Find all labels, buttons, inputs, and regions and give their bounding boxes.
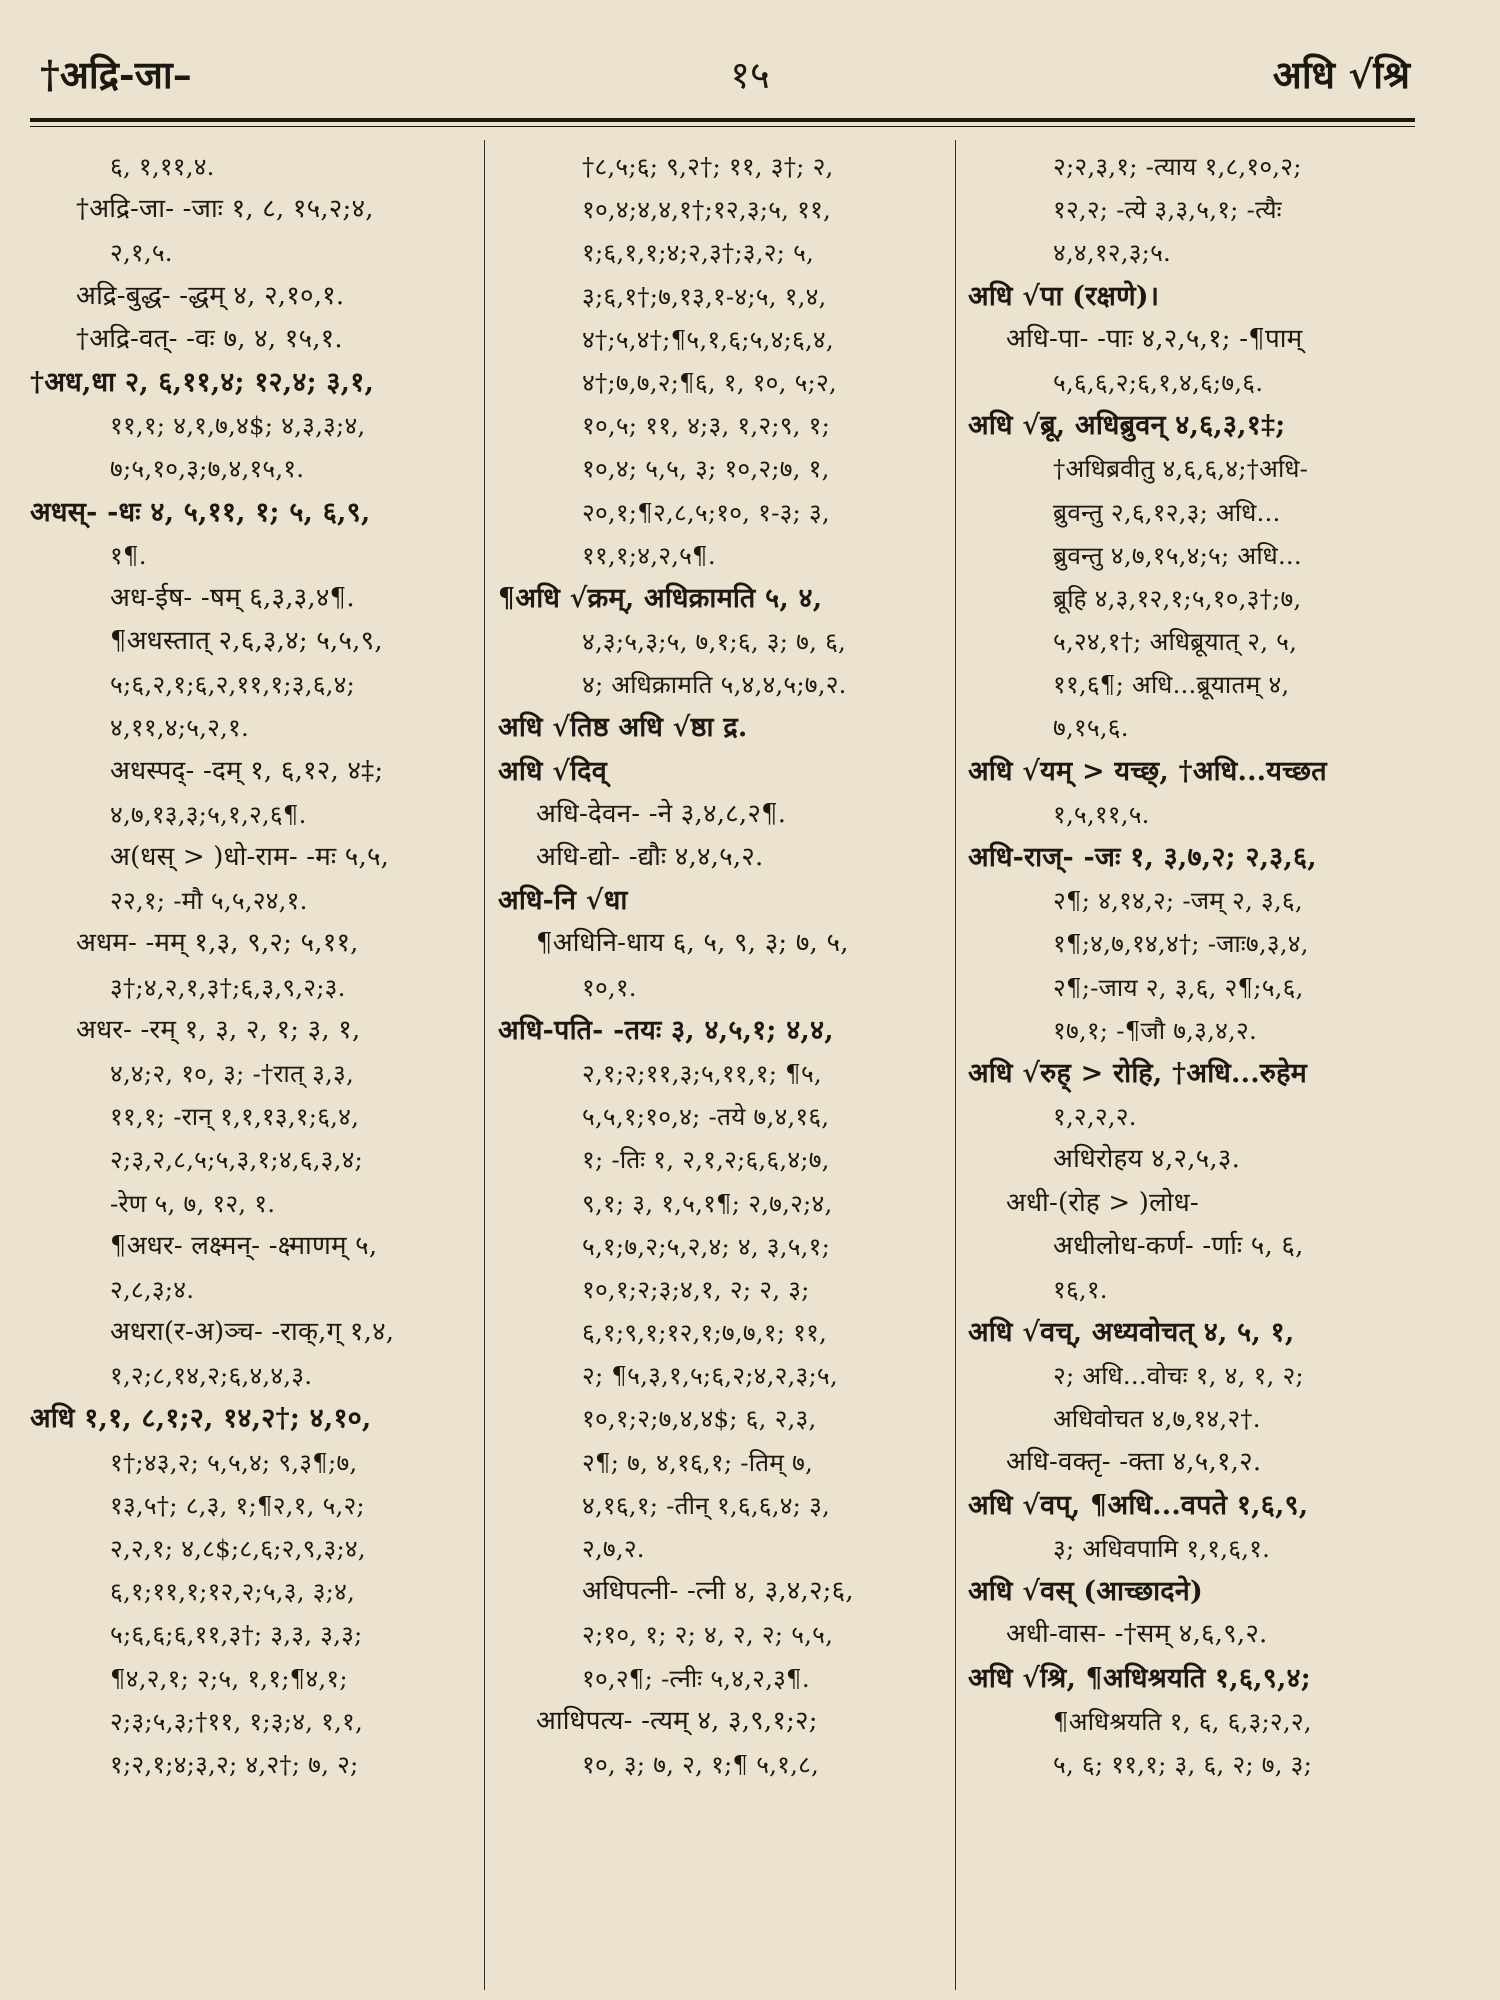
- header-right-guide-word: अधि √श्रि: [1272, 52, 1410, 97]
- citation-line: ¶४,२,१; २;५, १,१;¶४,१;: [110, 1663, 348, 1693]
- subentry-line: अधिपत्नी- -त्नी ४, ३,४,२;६,: [582, 1576, 854, 1607]
- citation-line: ४,४,१२,३;५.: [1053, 238, 1172, 268]
- citation-line: ३; अधिवपामि १,१,६,१.: [1053, 1534, 1271, 1563]
- subentry-line: ¶अधर- लक्ष्मन्- -क्ष्माणम् ५,: [110, 1230, 378, 1261]
- headword-line: अधि √पा (रक्षणे)।: [968, 280, 1160, 312]
- header-left-guide-word: †अद्रि-जा–: [40, 52, 192, 97]
- citation-line: ५, ६; ११,१; ३, ६, २; ७, ३;: [1053, 1749, 1313, 1779]
- subentry-line: अधि-पा- -पाः ४,२,५,१; -¶पाम्: [1006, 323, 1303, 354]
- citation-line: २;३;५,३;†११, १;३;४, १,१,: [110, 1706, 363, 1736]
- subentry-line: अधि-द्यो- -द्यौः ४,४,५,२.: [536, 842, 764, 872]
- citation-line: १;६,१,१;४;२,३†;३,२; ५,: [582, 238, 815, 268]
- citation-line: २¶; ४,१४,२; -जम् २, ३,६,: [1053, 886, 1303, 916]
- headword-line: अधि √वप्, ¶अधि...वपते १,६,९,: [968, 1489, 1309, 1521]
- citation-line: १,५,११,५.: [1053, 799, 1150, 829]
- header-rule-thin: [30, 126, 1415, 127]
- subentry-line: अधी-वास- -†सम् ४,६,९,२.: [1006, 1619, 1268, 1650]
- citation-line: १†;४३,२; ५,५,४; ९,३¶;७,: [110, 1447, 358, 1477]
- citation-line: १; -तिः १, २,१,२;६,६,४;७,: [582, 1145, 830, 1175]
- citation-line: १०,१.: [582, 972, 637, 1002]
- citation-line: २०,१;¶२,८,५;१०, १-३; ३,: [582, 497, 830, 527]
- citation-line: १०,२¶; -त्नीः ५,४,२,३¶.: [582, 1663, 810, 1693]
- citation-line: ६, १,११,४.: [110, 152, 215, 181]
- citation-line: ५,१;७,२;५,२,४; ४, ३,५,१;: [582, 1231, 831, 1261]
- citation-line: २; अधि...वोचः १, ४, १, २;: [1053, 1361, 1304, 1391]
- citation-line: १६,१.: [1053, 1274, 1108, 1304]
- citation-line: ११,१; -रान् १,१,१३,१;६,४,: [110, 1102, 360, 1132]
- headword-line: अधि √यम् > यच्छ्, †अधि...यच्छत: [968, 755, 1327, 787]
- subentry-line: अधम- -मम् १,३, ९,२; ५,११,: [76, 928, 359, 959]
- headword-line: अधि √वस् (आच्छादने): [968, 1576, 1203, 1608]
- citation-line: १;२,१;४;३,२; ४,२†; ७, २;: [110, 1749, 359, 1779]
- subentry-line: अध-ईष- -षम् ६,३,३,४¶.: [110, 582, 355, 613]
- column-divider: [484, 140, 485, 1990]
- headword-line: †अध,धा २, ६,११,४; १२,४; ३,१,: [30, 366, 375, 398]
- column-divider: [955, 140, 956, 1990]
- headword-line: अधि-पति- -तयः ३, ४,५,१; ४,४,: [498, 1014, 834, 1046]
- citation-line: ९,१; ३, १,५,१¶; २,७,२;४,: [582, 1188, 833, 1218]
- citation-line: २,२,१; ४,८$;८,६;२,९,३;४,: [110, 1534, 366, 1563]
- citation-line: १¶.: [110, 540, 147, 570]
- citation-line: ४,७,१३,३;५,१,२,६¶.: [110, 799, 307, 829]
- headword-line: अधस्- -धः ४, ५,११, १; ५, ६,९,: [30, 496, 371, 528]
- citation-line: ४,१६,१; -तीन् १,६,६,४; ३,: [582, 1490, 831, 1520]
- column-2: [498, 145, 941, 1990]
- headword-line: अधि √रुह् > रोहि, †अधि...रुहेम: [968, 1057, 1308, 1089]
- subentry-line: अधि-वक्तृ- -क्ता ४,५,१,२.: [1006, 1446, 1262, 1477]
- subentry-line: अधरा(र-अ)ञ्च- -राक्,ग् १,४,: [110, 1317, 395, 1348]
- citation-line: ३†;४,२,१,३†;६,३,९,२;३.: [110, 972, 346, 1002]
- headword-line: अधि √दिव्: [498, 755, 607, 787]
- citation-line: ४,३;५,३;५, ७,१;६, ३; ७, ६,: [582, 627, 847, 657]
- subentry-line: अधिरोहय ४,२,५,३.: [1053, 1144, 1241, 1175]
- citation-line: ७;५,१०,३;७,४,१५,१.: [110, 454, 305, 484]
- citation-line: ¶अधिश्रयति १, ६, ६,३;२,२,: [1053, 1706, 1312, 1736]
- citation-line: ११,६¶; अधि...ब्रूयातम् ४,: [1053, 670, 1290, 700]
- citation-line: १,२,२,२.: [1053, 1102, 1137, 1132]
- subentry-line: अधर- -रम् १, ३, २, १; ३, १,: [76, 1014, 361, 1045]
- citation-line: ४†;५,४†;¶५,१,६;५,४;६,४,: [582, 324, 834, 354]
- headword-line: ¶अधि √क्रम्, अधिक्रामति ५, ४,: [498, 582, 823, 614]
- subentry-line: ¶अधिनि-धाय ६, ५, ९, ३; ७, ५,: [536, 928, 849, 959]
- subentry-line: अधि-देवन- -ने ३,४,८,२¶.: [536, 798, 787, 829]
- citation-line: ४†;७,७,२;¶६, १, १०, ५;२,: [582, 367, 837, 397]
- subentry-line: †अद्रि-वत्- -वः ७, ४, १५,१.: [76, 323, 343, 354]
- citation-line: अधिवोचत ४,७,१४,२†.: [1053, 1404, 1261, 1434]
- subentry-line: अधी-(रोह > )लोध-: [1006, 1187, 1199, 1218]
- citation-line: १¶;४,७,१४,४†; -जाः७,३,४,: [1053, 929, 1309, 959]
- citation-line: २२,१; -मौ ५,५,२४,१.: [110, 886, 308, 916]
- citation-line: २,१,५.: [110, 238, 173, 268]
- column-3: [968, 145, 1415, 1990]
- citation-line: ६,१;९,१;१२,१;७,७,१; ११,: [582, 1318, 828, 1348]
- citation-line: २,१;२;११,३;५,११,१; ¶५,: [582, 1058, 822, 1088]
- headword-line: अधि √श्रि, ¶अधिश्रयति १,६,९,४;: [968, 1662, 1311, 1694]
- headword-line: अधि १,१, ८,१;२, १४,२†; ४,१०,: [30, 1403, 372, 1435]
- citation-line: २;२,३,१; -त्याय १,८,१०,२;: [1053, 152, 1302, 181]
- citation-line: १०,५; ११, ४;३, १,२;९, १;: [582, 411, 831, 441]
- headword-line: अधि √वच्, अध्यवोचत् ४, ५, १,: [968, 1317, 1295, 1349]
- citation-line: ६,१;११,१;१२,२;५,३, ३;४,: [110, 1577, 356, 1607]
- headword-line: अधि √ब्रू, अधिब्रुवन् ४,६,३,१‡;: [968, 410, 1286, 442]
- subentry-line: अधस्पद्- -दम् १, ६,१२, ४‡;: [110, 755, 384, 786]
- subentry-line: अ(धस् > )धो-राम- -मः ५,५,: [110, 842, 390, 872]
- subentry-line: आधिपत्य- -त्यम् ४, ३,९,१;२;: [536, 1705, 818, 1736]
- citation-line: ५,५,१;१०,४; -तये ७,४,१६,: [582, 1102, 830, 1132]
- citation-line: १३,५†; ८,३, १;¶२,१, ५,२;: [110, 1490, 365, 1520]
- citation-line: ११,१;४,२,५¶.: [582, 540, 716, 570]
- citation-line: ब्रुवन्तु ४,७,१५,४;५; अधि...: [1053, 540, 1302, 570]
- subentry-line: अद्रि-बुद्ध- -द्धम् ४, २,१०,१.: [76, 280, 345, 311]
- citation-line: ७,१५,६.: [1053, 713, 1129, 743]
- citation-line: १,२;८,१४,२;६,४,४,३.: [110, 1361, 313, 1391]
- header-rule: [30, 118, 1415, 122]
- citation-line: †८,५;६; ९,२†; ११, ३†; २,: [582, 152, 834, 181]
- citation-line: ४,४;२, १०, ३; -†रात् ३,३,: [110, 1058, 354, 1088]
- citation-line: १०,४; ५,५, ३; १०,२;७, १,: [582, 454, 830, 484]
- citation-line: ३;६,१†;७,१३,१-४;५, १,४,: [582, 281, 827, 311]
- citation-line: २; ¶५,३,१,५;६,२;४,२,३;५,: [582, 1361, 838, 1391]
- citation-line: २;१०, १; २; ४, २, २; ५,५,: [582, 1620, 834, 1650]
- citation-line: -रेण ५, ७, १२, १.: [110, 1188, 276, 1218]
- citation-line: ५,६,६,२;६,१,४,६;७,६.: [1053, 367, 1264, 397]
- subentry-line: †अद्रि-जा- -जाः १, ८, १५,२;४,: [76, 194, 374, 225]
- citation-line: १०,१;२;३;४,१, २; २, ३;: [582, 1274, 810, 1304]
- citation-line: २,८,३;४.: [110, 1274, 195, 1304]
- subentry-line: अधीलोध-कर्ण- -र्णाः ५, ६,: [1053, 1230, 1304, 1261]
- citation-line: २;३,२,८,५;५,३,१;४,६,३,४;: [110, 1145, 363, 1175]
- column-1: [30, 145, 470, 1990]
- subentry-line: ¶अधस्तात् २,६,३,४; ५,५,९,: [110, 626, 383, 657]
- citation-line: २¶;-जाय २, ३,६, २¶;५,६,: [1053, 972, 1304, 1002]
- headword-line: अधि-राज्- -जः १, ३,७,२; २,३,६,: [968, 842, 1317, 873]
- citation-line: ४,११,४;५,२,१.: [110, 713, 249, 743]
- citation-line: †अधिब्रवीतु ४,६,६,४;†अधि-: [1053, 454, 1309, 484]
- citation-line: १०,४;४,४,१†;१२,३;५, ११,: [582, 195, 832, 225]
- citation-line: २¶; ७, ४,१६,१; -तिम् ७,: [582, 1447, 814, 1477]
- citation-line: ५;६,२,१;६,२,११,१;३,६,४;: [110, 670, 356, 700]
- citation-line: १०,१;२;७,४,४$; ६, २,३,: [582, 1404, 817, 1434]
- citation-line: १२,२; -त्ये ३,३,५,१; -त्यैः: [1053, 195, 1282, 225]
- headword-line: अधि √तिष्ठ अधि √ष्ठा द्र.: [498, 712, 748, 744]
- citation-line: ११,१; ४,१,७,४$; ४,३,३;४,: [110, 411, 366, 441]
- citation-line: ब्रूहि ४,३,१२,१;५,१०,३†;७,: [1053, 583, 1302, 613]
- page-number: १५: [730, 53, 770, 97]
- headword-line: अधि-नि √धा: [498, 885, 628, 917]
- citation-line: ब्रुवन्तु २,६,१२,३; अधि...: [1053, 497, 1281, 527]
- page-header: [0, 30, 1500, 110]
- citation-line: १०, ३; ७, २, १;¶ ५,१,८,: [582, 1749, 820, 1779]
- citation-line: ५,२४,१†; अधिब्रूयात् २, ५,: [1053, 627, 1298, 657]
- citation-line: २,७,२.: [582, 1534, 645, 1563]
- citation-line: ४; अधिक्रामति ५,४,४,५;७,२.: [582, 670, 847, 700]
- citation-line: ५;६,६;६,११,३†; ३,३, ३,३;: [110, 1620, 363, 1650]
- citation-line: १७,१; -¶जौ ७,३,४,२.: [1053, 1015, 1257, 1045]
